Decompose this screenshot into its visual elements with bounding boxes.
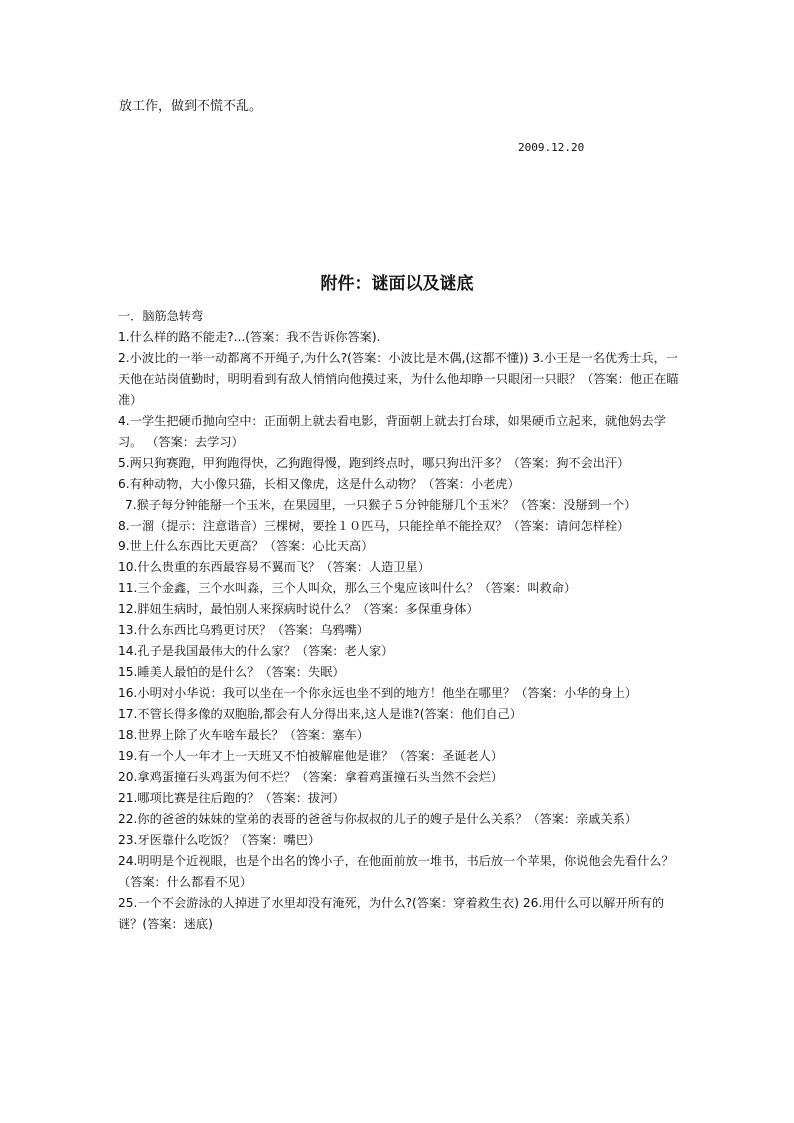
riddle-item: 17.不管长得多像的双胞胎,都会有人分得出来,这人是谁?(答案：他们自己） — [118, 707, 522, 722]
appendix-title: 附件：谜面以及谜底 — [320, 274, 474, 294]
riddle-item: 25.一个不会游泳的人掉进了水里却没有淹死，为什么?(答案：穿着救生衣) 26.用什么可以解开所有的谜？(答案：迷底) — [118, 895, 665, 931]
riddle-item: 24.明明是个近视眼，也是个出名的馋小子，在他面前放一堆书，书后放一个苹果，你说他会先看什么？（答案：什么都看不见） — [118, 853, 674, 889]
riddle-item: 10.什么贵重的东西最容易不翼而飞？（答案：人造卫星） — [118, 560, 430, 575]
riddle-item: 5.两只狗赛跑，甲狗跑得快，乙狗跑得慢，跑到终点时，哪只狗出汗多？（答案：狗不会出汗） — [118, 455, 630, 470]
riddle-item: 12.胖妞生病时，最怕别人来探病时说什么？（答案：多保重身体） — [118, 602, 479, 617]
riddle-item: 21.哪项比赛是往后跑的？（答案：拔河） — [118, 790, 345, 805]
riddle-item: 23.牙医靠什么吃饭？（答案：嘴巴） — [118, 832, 321, 847]
riddle-item: 13.什么东西比乌鸦更讨厌？（答案：乌鸦嘴） — [118, 623, 369, 638]
riddle-item: 20.拿鸡蛋撞石头鸡蛋为何不烂？（答案：拿着鸡蛋撞石头当然不会烂） — [118, 769, 504, 784]
riddle-item: 1.什么样的路不能走?...(答案：我不告诉你答案). — [118, 329, 381, 344]
riddle-item: 8.一溜（提示：注意谐音）三棵树，要拴１０匹马，只能拴单不能拴双？（答案：请问怎样栓） — [118, 518, 630, 533]
riddle-item: 9.世上什么东西比天更高？（答案：心比天高） — [118, 539, 374, 554]
riddle-item: 14.孔子是我国最伟大的什么家？（答案：老人家） — [118, 644, 394, 659]
riddle-item: 15.睡美人最怕的是什么？（答案：失眠） — [118, 665, 345, 680]
riddle-item: 18.世界上除了火车啥车最长？（答案：塞车） — [118, 728, 369, 743]
riddle-item: 4.一学生把硬币抛向空中：正面朝上就去看电影，背面朝上就去打台球，如果硬币立起来，就他妈去学习。 （答案：去学习） — [118, 413, 666, 449]
riddle-item: 16.小明对小华说：我可以坐在一个你永远也坐不到的地方！他坐在哪里？（答案：小华的身上） — [118, 686, 638, 701]
riddle-list — [118, 306, 684, 935]
riddle-item: 11.三个金鑫，三个水叫淼，三个人叫众，那么三个鬼应该叫什么？（答案：叫救命） — [118, 581, 577, 596]
riddle-item: 22.你的爸爸的妹妹的堂弟的表哥的爸爸与你叔叔的儿子的嫂子是什么关系？（答案：亲戚关系） — [118, 811, 638, 826]
riddle-item: 19.有一个人一年才上一天班又不怕被解雇他是谁？（答案：圣诞老人） — [118, 749, 504, 764]
riddle-item: 2.小波比的一举一动都离不开绳子,为什么?(答案：小波比是木偶,(这都不懂)) 3.小王是一名优秀士兵，一天他在站岗值勤时，明明看到有敌人悄悄向他摸过来，为什么他却睁一只眼闭一只眼？（答案：他正在瞄准） — [118, 350, 679, 407]
document-date: 2009.12.20 — [518, 141, 585, 154]
section-heading: 一．脑筋急转弯 — [118, 309, 204, 323]
intro-text: 放工作，做到不慌不乱。 — [119, 99, 263, 114]
riddle-item: 6.有种动物，大小像只猫，长相又像虎，这是什么动物？（答案：小老虎） — [118, 476, 520, 491]
riddle-item: 7.猴子每分钟能掰一个玉米，在果园里，一只猴子５分钟能掰几个玉米？（答案：没掰到一个） — [125, 497, 637, 512]
